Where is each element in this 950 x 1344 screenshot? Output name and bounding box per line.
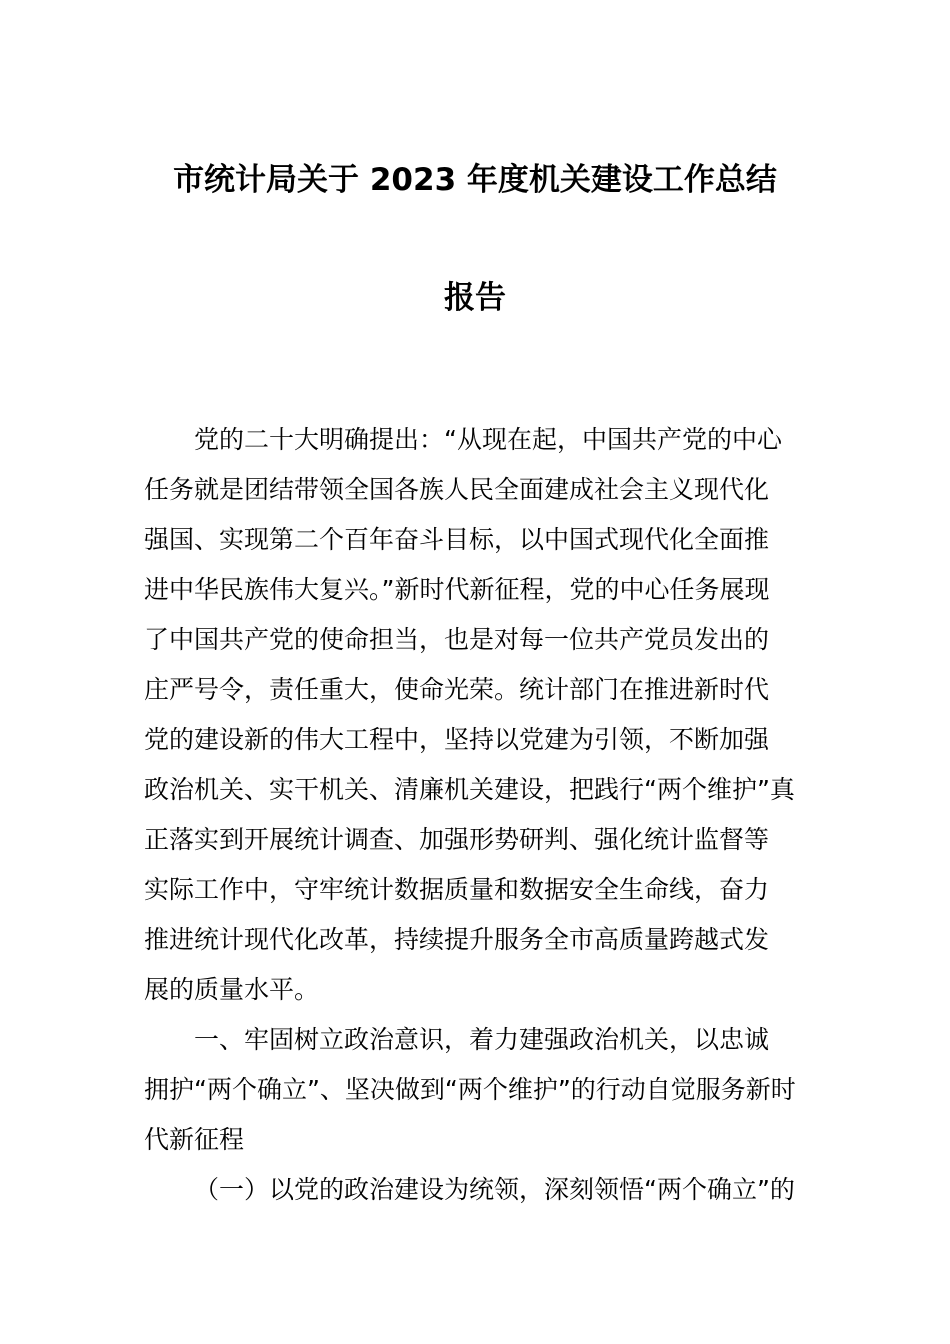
text-line: 了中国共产党的使命担当，也是对每一位共产党员发出的 <box>144 625 770 654</box>
text-line: 拥护“两个确立”、坚决做到“两个维护”的行动自觉服务新时 <box>144 1075 796 1104</box>
paragraph-subsection-1 <box>144 1165 809 1215</box>
text-line: 党的二十大明确提出：“从现在起，中国共产党的中心 <box>194 425 782 454</box>
text-line: 政治机关、实干机关、清廉机关建设，把践行“两个维护”真 <box>144 775 795 804</box>
text-line: 庄严号令，责任重大，使命光荣。统计部门在推进新时代 <box>144 675 770 704</box>
paragraph-intro <box>144 415 809 1015</box>
text-line: 展的质量水平。 <box>144 975 320 1004</box>
text-line: 推进统计现代化改革，持续提升服务全市高质量跨越式发 <box>144 925 770 954</box>
paragraph-section-heading-1 <box>144 1015 809 1165</box>
text-line: 正落实到开展统计调查、加强形势研判、强化统计监督等 <box>144 825 770 854</box>
document-body <box>144 415 809 1215</box>
text-line: 代新征程 <box>144 1125 245 1154</box>
text-line: 党的建设新的伟大工程中，坚持以党建为引领，不断加强 <box>144 725 770 754</box>
text-line: 一、牢固树立政治意识，着力建强政治机关，以忠诚 <box>194 1025 770 1054</box>
document-title-line-1: 市统计局关于 2023 年度机关建设工作总结 <box>173 162 777 198</box>
document-title-line-2: 报告 <box>444 280 506 316</box>
text-line: 进中华民族伟大复兴。”新时代新征程，党的中心任务展现 <box>144 575 770 604</box>
text-line: 强国、实现第二个百年奋斗目标，以中国式现代化全面推 <box>144 525 770 554</box>
text-line: 实际工作中，守牢统计数据质量和数据安全生命线，奋力 <box>144 875 770 904</box>
text-line: （一）以党的政治建设为统领，深刻领悟“两个确立”的 <box>194 1175 795 1204</box>
text-line: 任务就是团结带领全国各族人民全面建成社会主义现代化 <box>144 475 770 504</box>
